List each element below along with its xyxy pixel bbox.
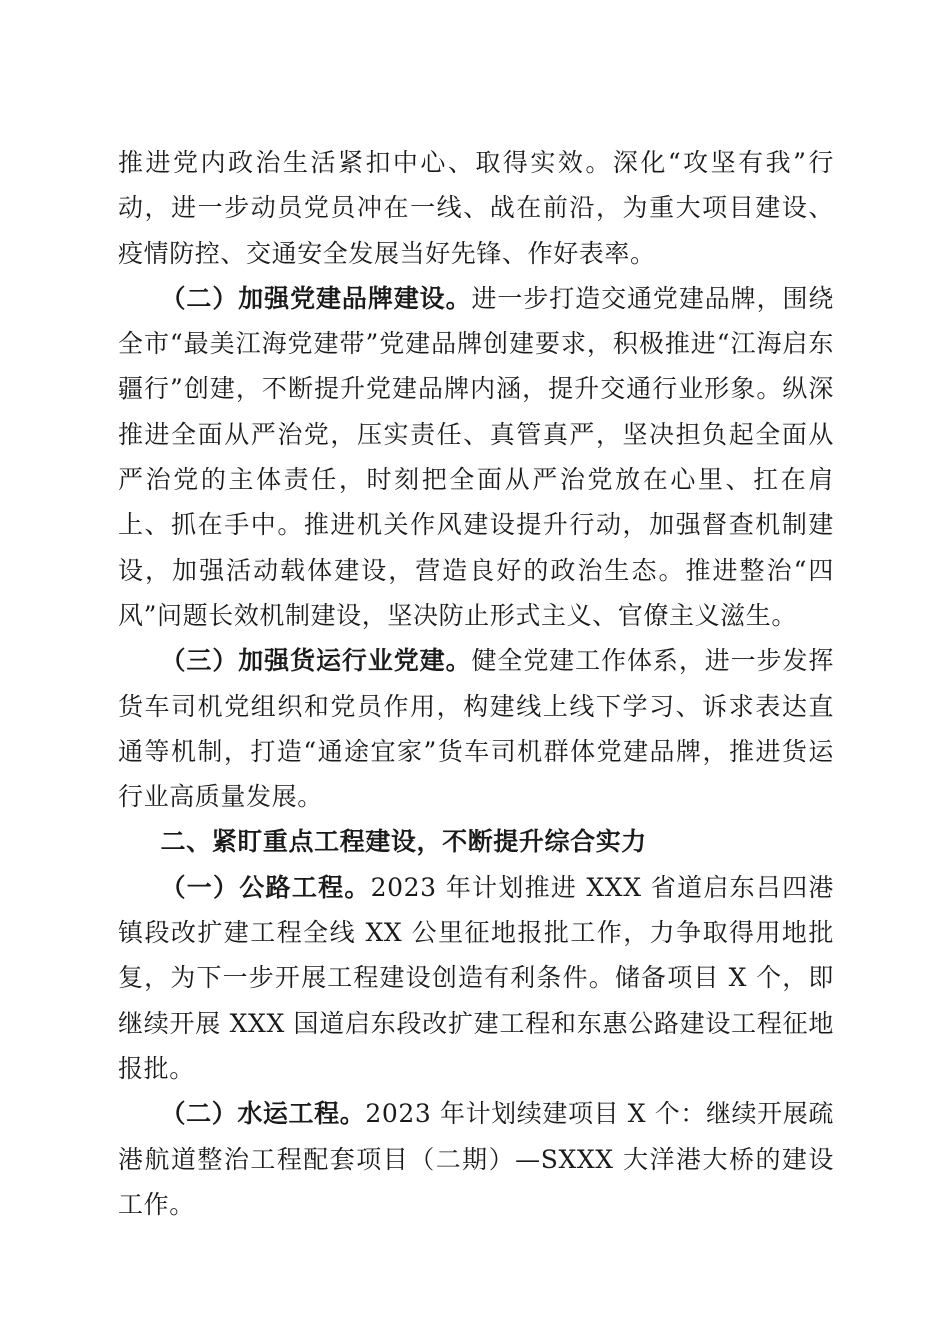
paragraph-continuation [118,140,834,276]
section-heading: 二、紧盯重点工程建设，不断提升综合实力 [160,827,647,857]
paragraph-text: 健全党建工作体系，进一步发挥货车司机党组织和党员作用，构建线上线下学习、诉求表达直通等机制，打造“通途宜家”货车司机群体党建品牌，推进货运行业高质量发展。 [118,646,835,812]
paragraph-lead: （二）加强党建品牌建设。 [160,283,472,313]
paragraph-waterway [118,1091,834,1227]
paragraph-freight-party [118,638,834,819]
paragraph-lead: （二）水运工程。 [160,1099,366,1129]
paragraph-lead: （一）公路工程。 [160,872,371,902]
paragraph-text: 推进党内政治生活紧扣中心、取得实效。深化“攻坚有我”行动，进一步动员党员冲在一线、战在前沿，为重大项目建设、疫情防控、交通安全发展当好先锋、作好表率。 [118,148,834,268]
paragraph-text: 2023 年计划续建项目 X 个：继续开展疏港航道整治工程配套项目（二期）—SXXX 大洋港大桥的建设工作。 [118,1099,834,1219]
paragraph-highway [118,865,834,1091]
document-page [118,140,834,1227]
paragraph-text: 2023 年计划推进 XXX 省道启东吕四港镇段改扩建工程全线 XX 公里征地报批工作，力争取得用地批复，为下一步开展工程建设创造有利条件。储备项目 X 个，即继续开展 XXX 国道启东段改扩建工程和东惠公路建设工程征地报批。 [118,872,834,1083]
paragraph-text: 进一步打造交通党建品牌，围绕全市“最美江海党建带”党建品牌创建要求，积极推进“江海启东疆行”创建，不断提升党建品牌内涵，提升交通行业形象。纵深推进全面从严治党，压实责任、真管真严，坚决担负起全面从严治党的主体责任，时刻把全面从严治党放在心里、扛在肩上、抓在手中。推进机关作风建设提升行动，加强督查机制建设，加强活动载体建设，营造良好的政治生态。推进整治“四风”问题长效机制建设，坚决防止形式主义、官僚主义滋生。 [118,283,835,630]
paragraph-party-brand [118,276,834,638]
paragraph-lead: （三）加强货运行业党建。 [160,646,472,676]
